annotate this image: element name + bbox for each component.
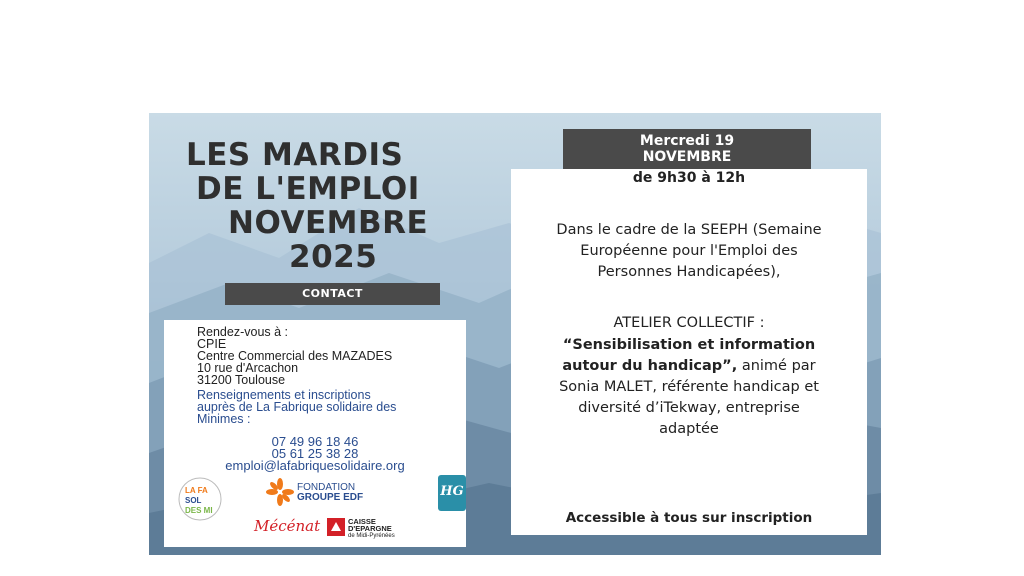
theme-line-1: “Sensibilisation et information [562, 337, 816, 353]
fabrique-logo [177, 476, 223, 522]
theme-line-2-rest: animé par [737, 358, 816, 374]
caisse-line-3: de Midi-Pyrénées [348, 533, 395, 539]
contact-bar: CONTACT [225, 283, 440, 305]
date-bar [563, 129, 811, 169]
caisse-line-1: CAISSE [348, 517, 376, 526]
info-line-2: auprès de La Fabrique solidaire des [197, 400, 397, 414]
caisse-epargne-icon [327, 518, 345, 536]
mecenat-label: Mécénat [254, 517, 321, 535]
fondation-line-2: GROUPE EDF [297, 492, 364, 503]
svg-text:LA FA: LA FA [185, 486, 208, 495]
event-day: Mercredi 19 [639, 133, 735, 149]
hg-logo-text: HG [440, 484, 464, 499]
speaker-line-1: Sonia MALET, référente handicap et [559, 379, 819, 395]
title-line-4: 2025 [289, 239, 378, 275]
speaker-line-2: diversité d’iTekway, entreprise [578, 400, 800, 416]
context-line-1: Dans le cadre de la SEEPH (Semaine [556, 222, 822, 238]
phone-2[interactable]: 05 61 25 38 28 [271, 446, 359, 461]
access-note: Accessible à tous sur inscription [565, 510, 813, 526]
info-line-3: Minimes : [197, 412, 251, 426]
rendezvous-label: Rendez-vous à : [197, 325, 289, 339]
phone-1[interactable]: 07 49 96 18 46 [271, 434, 359, 449]
place-line-4: 31200 Toulouse [197, 373, 286, 387]
email-link[interactable]: emploi@lafabriquesolidaire.org [225, 458, 405, 473]
theme-line-2 [511, 356, 867, 377]
title-line-2: DE L'EMPLOI [196, 171, 420, 207]
place-line-3: 10 rue d'Arcachon [197, 361, 299, 375]
speaker-line-3: adaptée [659, 421, 719, 437]
svg-text:SOL: SOL [185, 496, 202, 505]
place-line-2: Centre Commercial des MAZADES [197, 349, 393, 363]
title-line-1: LES MARDIS [186, 137, 404, 173]
event-month: NOVEMBRE [642, 149, 732, 165]
theme-line-2-bold: autour du handicap”, [562, 358, 738, 374]
event-details-box [511, 169, 867, 535]
event-time: de 9h30 à 12h [632, 170, 746, 186]
title-line-3: NOVEMBRE [228, 205, 429, 241]
place-line-1: CPIE [197, 337, 227, 351]
context-line-2: Européenne pour l'Emploi des [580, 243, 798, 259]
fondation-line-1: FONDATION [297, 482, 356, 493]
atelier-label: ATELIER COLLECTIF : [613, 315, 765, 331]
hg-logo [438, 475, 466, 511]
info-line-1: Renseignements et inscriptions [197, 388, 371, 402]
context-line-3: Personnes Handicapées), [597, 264, 781, 280]
caisse-line-2: D'EPARGNE [348, 524, 392, 533]
edf-flower-icon [266, 478, 294, 506]
svg-text:DES MI: DES MI [185, 506, 213, 515]
event-poster [149, 113, 881, 555]
contact-box [164, 320, 466, 547]
